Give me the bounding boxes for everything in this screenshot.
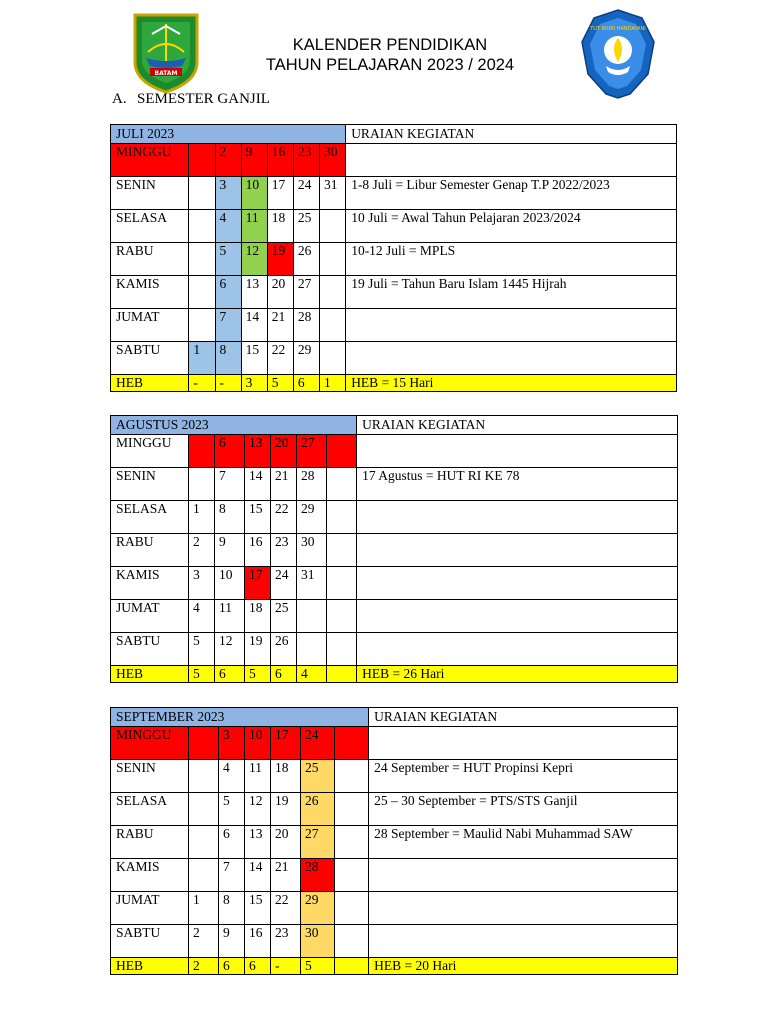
activity-note xyxy=(357,435,678,468)
date-cell xyxy=(189,276,215,309)
day-label-sabtu: SABTU xyxy=(111,342,189,375)
date-cell: 5 xyxy=(215,243,241,276)
activity-note: 28 September = Maulid Nabi Muhammad SAW xyxy=(369,826,678,859)
month-title: SEPTEMBER 2023 xyxy=(111,708,369,727)
date-cell: 17 xyxy=(245,567,271,600)
date-cell: 5 xyxy=(219,793,245,826)
date-cell: 17 xyxy=(267,177,293,210)
date-cell: 19 xyxy=(245,633,271,666)
activity-note: 10-12 Juli = MPLS xyxy=(346,243,677,276)
heb-label: HEB xyxy=(111,666,189,683)
date-cell xyxy=(189,727,219,760)
calendar-table-agustus xyxy=(110,415,678,683)
date-cell: 3 xyxy=(215,177,241,210)
date-cell: 14 xyxy=(245,859,271,892)
date-cell: 29 xyxy=(301,892,335,925)
day-label-kamis: KAMIS xyxy=(111,567,189,600)
activities-header: URAIAN KEGIATAN xyxy=(369,708,678,727)
day-label-selasa: SELASA xyxy=(111,210,189,243)
page-title: KALENDER PENDIDIKAN xyxy=(292,36,488,54)
activity-note xyxy=(357,600,678,633)
date-cell: 11 xyxy=(215,600,245,633)
date-cell: 24 xyxy=(301,727,335,760)
heb-cell: 5 xyxy=(301,958,335,975)
day-label-selasa: SELASA xyxy=(111,793,189,826)
activities-header: URAIAN KEGIATAN xyxy=(346,125,677,144)
heb-cell: 1 xyxy=(320,375,346,392)
date-cell: 6 xyxy=(215,276,241,309)
date-cell xyxy=(189,144,215,177)
day-label-minggu: MINGGU xyxy=(111,435,189,468)
activity-note: 25 – 30 September = PTS/STS Ganjil xyxy=(369,793,678,826)
date-cell: 7 xyxy=(219,859,245,892)
date-cell: 27 xyxy=(301,826,335,859)
date-cell: 1 xyxy=(189,892,219,925)
date-cell: 10 xyxy=(245,727,271,760)
date-cell: 1 xyxy=(189,342,215,375)
section-letter: A. xyxy=(112,91,127,107)
heb-cell: 5 xyxy=(267,375,293,392)
activities-header: URAIAN KEGIATAN xyxy=(357,416,678,435)
page-subtitle: TAHUN PELAJARAN 2023 / 2024 xyxy=(265,56,515,74)
date-cell: 3 xyxy=(219,727,245,760)
date-cell: 2 xyxy=(189,534,215,567)
activity-note xyxy=(346,309,677,342)
day-label-senin: SENIN xyxy=(111,760,189,793)
heb-cell: 2 xyxy=(189,958,219,975)
date-cell: 11 xyxy=(241,210,267,243)
date-cell: 6 xyxy=(215,435,245,468)
heb-cell: 6 xyxy=(245,958,271,975)
svg-text:TUT WURI HANDAYANI: TUT WURI HANDAYANI xyxy=(590,26,646,32)
date-cell: 30 xyxy=(297,534,327,567)
date-cell xyxy=(335,793,369,826)
heb-label: HEB xyxy=(111,375,189,392)
heb-cell: 6 xyxy=(293,375,319,392)
date-cell xyxy=(189,435,215,468)
date-cell xyxy=(189,468,215,501)
date-cell xyxy=(327,600,357,633)
date-cell: 10 xyxy=(241,177,267,210)
activity-note: 10 Juli = Awal Tahun Pelajaran 2023/2024 xyxy=(346,210,677,243)
section-heading xyxy=(112,90,270,108)
date-cell: 22 xyxy=(271,892,301,925)
date-cell: 15 xyxy=(245,892,271,925)
date-cell xyxy=(335,859,369,892)
activity-note: 1-8 Juli = Libur Semester Genap T.P 2022/2023 xyxy=(346,177,677,210)
date-cell: 9 xyxy=(219,925,245,958)
date-cell: 26 xyxy=(301,793,335,826)
date-cell xyxy=(297,633,327,666)
heb-cell: 3 xyxy=(241,375,267,392)
date-cell xyxy=(189,793,219,826)
date-cell: 22 xyxy=(271,501,297,534)
date-cell: 25 xyxy=(293,210,319,243)
activity-note xyxy=(369,925,678,958)
day-label-rabu: RABU xyxy=(111,243,189,276)
date-cell: 16 xyxy=(245,534,271,567)
day-label-sabtu: SABTU xyxy=(111,633,189,666)
date-cell: 12 xyxy=(241,243,267,276)
date-cell: 17 xyxy=(271,727,301,760)
date-cell: 20 xyxy=(271,826,301,859)
activity-note xyxy=(369,859,678,892)
heb-cell: 6 xyxy=(219,958,245,975)
day-label-jumat: JUMAT xyxy=(111,309,189,342)
date-cell: 8 xyxy=(215,501,245,534)
activity-note xyxy=(346,144,677,177)
heb-cell xyxy=(327,666,357,683)
date-cell xyxy=(335,826,369,859)
day-label-kamis: KAMIS xyxy=(111,276,189,309)
day-label-minggu: MINGGU xyxy=(111,144,189,177)
date-cell: 19 xyxy=(267,243,293,276)
heb-cell: - xyxy=(189,375,215,392)
date-cell: 16 xyxy=(267,144,293,177)
heb-label: HEB xyxy=(111,958,189,975)
date-cell xyxy=(320,342,346,375)
activity-note: 24 September = HUT Propinsi Kepri xyxy=(369,760,678,793)
date-cell: 9 xyxy=(215,534,245,567)
date-cell: 14 xyxy=(241,309,267,342)
heb-cell: 5 xyxy=(189,666,215,683)
heb-total: HEB = 15 Hari xyxy=(346,375,677,392)
date-cell: 14 xyxy=(245,468,271,501)
date-cell: 31 xyxy=(297,567,327,600)
date-cell xyxy=(335,727,369,760)
date-cell xyxy=(320,243,346,276)
date-cell: 15 xyxy=(241,342,267,375)
date-cell: 2 xyxy=(215,144,241,177)
activity-note xyxy=(369,727,678,760)
day-label-senin: SENIN xyxy=(111,468,189,501)
date-cell: 13 xyxy=(241,276,267,309)
date-cell xyxy=(189,826,219,859)
date-cell xyxy=(189,309,215,342)
date-cell: 4 xyxy=(219,760,245,793)
date-cell xyxy=(189,210,215,243)
date-cell: 26 xyxy=(293,243,319,276)
activity-note xyxy=(357,633,678,666)
date-cell xyxy=(320,276,346,309)
svg-text:BATAM: BATAM xyxy=(154,70,178,77)
date-cell xyxy=(320,210,346,243)
date-cell: 4 xyxy=(189,600,215,633)
date-cell: 31 xyxy=(320,177,346,210)
date-cell: 4 xyxy=(215,210,241,243)
tut-wuri-handayani-logo xyxy=(580,8,656,100)
date-cell: 30 xyxy=(301,925,335,958)
date-cell xyxy=(189,859,219,892)
section-name: SEMESTER GANJIL xyxy=(137,91,270,107)
date-cell: 8 xyxy=(219,892,245,925)
date-cell xyxy=(327,435,357,468)
heb-cell: - xyxy=(271,958,301,975)
calendar-table-september xyxy=(110,707,678,975)
date-cell: 24 xyxy=(271,567,297,600)
date-cell: 3 xyxy=(189,567,215,600)
day-label-kamis: KAMIS xyxy=(111,859,189,892)
heb-cell: 4 xyxy=(297,666,327,683)
day-label-minggu: MINGGU xyxy=(111,727,189,760)
heb-cell: - xyxy=(215,375,241,392)
date-cell xyxy=(189,177,215,210)
day-label-selasa: SELASA xyxy=(111,501,189,534)
heb-total: HEB = 20 Hari xyxy=(369,958,678,975)
day-label-sabtu: SABTU xyxy=(111,925,189,958)
activity-note xyxy=(357,534,678,567)
date-cell: 2 xyxy=(189,925,219,958)
date-cell xyxy=(327,501,357,534)
date-cell: 12 xyxy=(245,793,271,826)
activity-note xyxy=(357,567,678,600)
calendar-table-juli xyxy=(110,124,677,392)
date-cell: 21 xyxy=(271,859,301,892)
date-cell: 10 xyxy=(215,567,245,600)
day-label-rabu: RABU xyxy=(111,826,189,859)
heb-cell xyxy=(335,958,369,975)
date-cell: 9 xyxy=(241,144,267,177)
activity-note xyxy=(357,501,678,534)
date-cell: 20 xyxy=(267,276,293,309)
date-cell: 5 xyxy=(189,633,215,666)
date-cell xyxy=(320,309,346,342)
day-label-jumat: JUMAT xyxy=(111,600,189,633)
day-label-senin: SENIN xyxy=(111,177,189,210)
activity-note xyxy=(369,892,678,925)
date-cell xyxy=(335,760,369,793)
date-cell: 21 xyxy=(267,309,293,342)
month-title: AGUSTUS 2023 xyxy=(111,416,357,435)
activity-note xyxy=(346,342,677,375)
date-cell: 15 xyxy=(245,501,271,534)
date-cell xyxy=(335,925,369,958)
activity-note: 19 Juli = Tahun Baru Islam 1445 Hijrah xyxy=(346,276,677,309)
date-cell: 26 xyxy=(271,633,297,666)
date-cell: 25 xyxy=(301,760,335,793)
date-cell: 13 xyxy=(245,435,271,468)
date-cell: 18 xyxy=(267,210,293,243)
date-cell: 25 xyxy=(271,600,297,633)
date-cell: 23 xyxy=(271,534,297,567)
date-cell: 16 xyxy=(245,925,271,958)
date-cell: 1 xyxy=(189,501,215,534)
date-cell: 24 xyxy=(293,177,319,210)
date-cell: 27 xyxy=(297,435,327,468)
day-label-jumat: JUMAT xyxy=(111,892,189,925)
heb-total: HEB = 26 Hari xyxy=(357,666,678,683)
date-cell: 18 xyxy=(271,760,301,793)
date-cell: 30 xyxy=(320,144,346,177)
date-cell: 19 xyxy=(271,793,301,826)
heb-cell: 6 xyxy=(215,666,245,683)
date-cell: 13 xyxy=(245,826,271,859)
date-cell: 28 xyxy=(293,309,319,342)
date-cell: 12 xyxy=(215,633,245,666)
activity-note: 17 Agustus = HUT RI KE 78 xyxy=(357,468,678,501)
date-cell xyxy=(297,600,327,633)
date-cell: 18 xyxy=(245,600,271,633)
date-cell: 27 xyxy=(293,276,319,309)
date-cell: 22 xyxy=(267,342,293,375)
date-cell: 28 xyxy=(301,859,335,892)
date-cell: 21 xyxy=(271,468,297,501)
heb-cell: 5 xyxy=(245,666,271,683)
date-cell: 6 xyxy=(219,826,245,859)
date-cell xyxy=(327,534,357,567)
date-cell xyxy=(327,468,357,501)
date-cell: 7 xyxy=(215,468,245,501)
heb-cell: 6 xyxy=(271,666,297,683)
date-cell xyxy=(335,892,369,925)
date-cell xyxy=(189,760,219,793)
month-title: JULI 2023 xyxy=(111,125,346,144)
date-cell: 11 xyxy=(245,760,271,793)
date-cell: 29 xyxy=(293,342,319,375)
date-cell xyxy=(327,633,357,666)
date-cell: 28 xyxy=(297,468,327,501)
date-cell: 20 xyxy=(271,435,297,468)
date-cell: 8 xyxy=(215,342,241,375)
date-cell xyxy=(327,567,357,600)
date-cell xyxy=(189,243,215,276)
date-cell: 23 xyxy=(271,925,301,958)
day-label-rabu: RABU xyxy=(111,534,189,567)
date-cell: 7 xyxy=(215,309,241,342)
date-cell: 29 xyxy=(297,501,327,534)
date-cell: 23 xyxy=(293,144,319,177)
